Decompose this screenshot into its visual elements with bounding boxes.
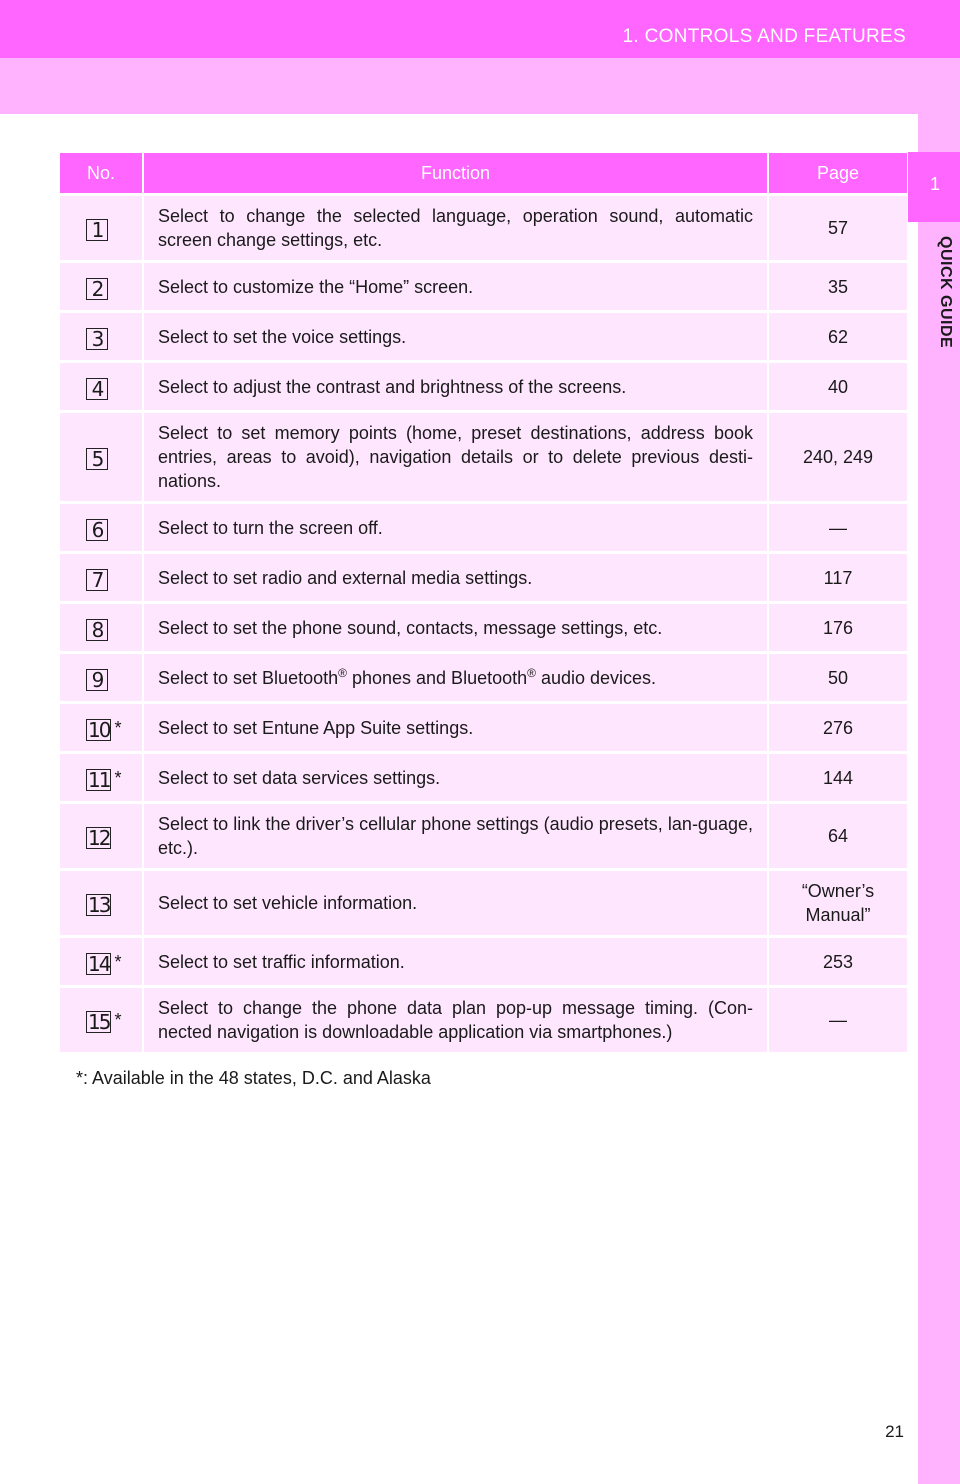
chapter-tab-number: 1 [930,174,941,194]
number-badge: 9 [86,669,108,691]
function-text: Select to set vehicle information. [158,893,418,913]
table-row [60,553,907,603]
page-cell: 64 [768,803,907,870]
function-text: Select to set traffic information. [158,951,405,972]
function-text: Select to change the selected language, operation sound, automatic screen change settings, etc. [158,206,753,250]
row-number-cell [60,312,143,362]
table-row [60,412,907,503]
function-text: Select to link the driver’s cellular phone settings (audio presets, lan-guage, etc.). [158,814,753,858]
function-cell [143,653,768,703]
page-cell: — [768,503,907,553]
chapter-tab [908,152,960,222]
availability-asterisk: * [114,1010,122,1030]
table-row [60,195,907,262]
row-number-cell [60,987,143,1053]
availability-asterisk: * [114,951,122,972]
row-number-cell [60,603,143,653]
number-badge: 1 [86,219,108,241]
function-cell [143,362,768,412]
function-text: Select to set radio and external media settings. [158,567,533,588]
table-row [60,753,907,803]
function-text: Select to set data services settings. [158,767,441,788]
row-number-cell [60,503,143,553]
function-cell [143,937,768,987]
function-text-end: audio devices. [535,667,657,688]
header-band [0,0,960,58]
number-badge: 12 [88,826,110,850]
col-header-page: Page [768,153,907,195]
row-number-cell [60,553,143,603]
table-row [60,703,907,753]
availability-asterisk: * [114,717,122,738]
page-cell: 35 [768,262,907,312]
footnote: *: Available in the 48 states, D.C. and Alaska [76,1068,431,1088]
row-number-cell [60,362,143,412]
function-text-mid: phones and Bluetooth [346,667,528,688]
function-cell [143,553,768,603]
page-cell: 253 [768,937,907,987]
row-number-cell [60,753,143,803]
function-text: Select to change the phone data plan pop-up message timing. (Con-nected navigation is downloadable application via smartphones.) [158,998,753,1042]
chapter-label: QUICK GUIDE [937,236,954,349]
number-badge: 7 [86,569,108,591]
header-sub-band [0,58,960,114]
page-cell: 57 [768,195,907,262]
registered-mark: ® [527,665,536,680]
function-table [60,153,907,1052]
availability-asterisk: * [114,767,122,788]
function-text: Select to set Bluetooth [158,667,339,688]
function-cell [143,603,768,653]
row-number-cell [60,937,143,987]
table-row [60,937,907,987]
row-number-cell [60,803,143,870]
table-row [60,312,907,362]
page-cell: 240, 249 [768,412,907,503]
table-row [60,870,907,937]
registered-mark: ® [338,665,347,680]
function-text: Select to set memory points (home, preset destinations, address book entries, areas to avoid), navigation details or to delete previous desti-nations. [158,423,753,491]
number-badge: 15 [88,1010,110,1034]
number-badge: 3 [86,328,108,350]
page-cell: 50 [768,653,907,703]
row-number-cell [60,412,143,503]
function-cell [143,753,768,803]
table-header-row [60,153,907,195]
page-cell: — [768,987,907,1053]
table-row [60,603,907,653]
page-cell: 144 [768,753,907,803]
page-cell: 40 [768,362,907,412]
function-cell [143,262,768,312]
table-row [60,803,907,870]
number-badge: 5 [86,448,108,470]
function-text: Select to set the voice settings. [158,326,407,347]
function-cell [143,503,768,553]
table-row [60,987,907,1053]
number-badge: 13 [88,893,110,917]
page-number: 21 [885,1422,904,1441]
function-cell [143,870,768,937]
page-cell: 117 [768,553,907,603]
table-row [60,362,907,412]
function-cell [143,312,768,362]
function-text: Select to customize the “Home” screen. [158,276,474,297]
settings-table [60,153,907,1052]
number-badge: 6 [86,519,108,541]
function-cell [143,803,768,870]
page-cell: 176 [768,603,907,653]
function-text: Select to adjust the contrast and brightness of the screens. [158,376,627,397]
function-cell [143,703,768,753]
number-badge: 4 [86,378,108,400]
col-header-no: No. [60,153,143,195]
row-number-cell [60,195,143,262]
col-header-function: Function [143,153,768,195]
section-title: 1. CONTROLS AND FEATURES [622,26,906,47]
function-cell [143,412,768,503]
table-row [60,262,907,312]
page-cell: 276 [768,703,907,753]
number-badge: 10 [88,717,110,742]
number-badge: 2 [86,278,108,300]
page-cell: “Owner’s Manual” [768,870,907,937]
table-row [60,653,907,703]
function-cell [143,195,768,262]
function-text: Select to set the phone sound, contacts, message settings, etc. [158,617,663,638]
table-row [60,503,907,553]
number-badge: 11 [88,767,110,792]
function-text: Select to turn the screen off. [158,517,383,538]
number-badge: 8 [86,619,108,641]
row-number-cell [60,703,143,753]
function-cell [143,987,768,1053]
row-number-cell [60,262,143,312]
row-number-cell [60,653,143,703]
function-text: Select to set Entune App Suite settings. [158,717,474,738]
number-badge: 14 [88,951,110,976]
row-number-cell [60,870,143,937]
page-cell: 62 [768,312,907,362]
